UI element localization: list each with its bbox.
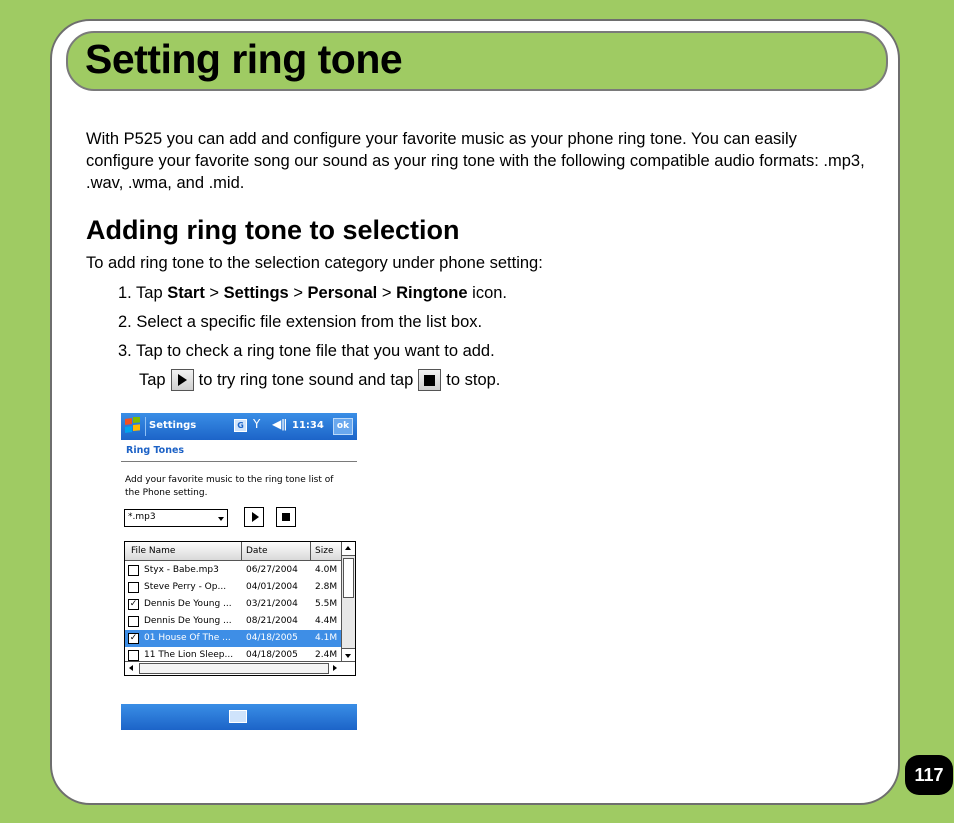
row-file-name: Dennis De Young ...: [144, 616, 232, 626]
step-1-sep: >: [377, 284, 397, 302]
play-icon: [171, 369, 194, 391]
vertical-scrollbar[interactable]: [341, 542, 355, 662]
row-file-name: Styx - Babe.mp3: [144, 565, 219, 575]
pda-description: Add your favorite music to the ring tone list of the Phone setting.: [125, 475, 334, 498]
file-type-select[interactable]: [124, 509, 228, 527]
step-1-sep: >: [204, 284, 224, 302]
step-1-settings: Settings: [223, 284, 289, 302]
row-date: 04/18/2005: [246, 650, 298, 660]
step-1-start: Start: [167, 284, 205, 302]
row-checkbox[interactable]: [128, 616, 139, 627]
pda-subtitle: Ring Tones: [126, 445, 185, 456]
scroll-down-icon[interactable]: [342, 648, 355, 662]
row-date: 04/01/2004: [246, 582, 298, 592]
row-size: 2.8M: [315, 582, 338, 592]
signal-badge[interactable]: G: [234, 419, 247, 432]
pda-nav-title: Settings: [149, 420, 197, 431]
pda-screenshot: [121, 413, 357, 730]
section-heading: Adding ring tone to selection: [86, 215, 460, 245]
row-date: 08/21/2004: [246, 616, 298, 626]
nav-separator: [145, 417, 146, 436]
row-size: 4.0M: [315, 565, 338, 575]
step-1-prefix: 1. Tap: [118, 284, 168, 302]
step-1-suffix: icon.: [467, 284, 507, 302]
list-item[interactable]: [125, 579, 341, 596]
substep-line: [139, 369, 500, 391]
substep-middle: to try ring tone sound and tap: [198, 370, 414, 389]
antenna-icon[interactable]: Y: [253, 417, 261, 431]
scroll-up-icon[interactable]: [342, 542, 355, 556]
row-checkbox[interactable]: [128, 582, 139, 593]
row-checkbox[interactable]: ✓: [129, 633, 138, 643]
step-1-ringtone: Ringtone: [396, 284, 468, 302]
scroll-thumb[interactable]: [343, 558, 354, 598]
list-header: [125, 542, 341, 561]
row-size: 5.5M: [315, 599, 338, 609]
page-title: Setting ring tone: [85, 36, 403, 82]
stop-icon: [418, 369, 441, 391]
column-divider: [310, 542, 311, 561]
lead-text: To add ring tone to the selection category under phone setting:: [86, 254, 543, 272]
windows-start-icon[interactable]: [124, 417, 142, 435]
step-2: 2. Select a specific file extension from the list box.: [118, 313, 483, 331]
play-button[interactable]: [244, 507, 264, 527]
list-item[interactable]: [125, 596, 341, 613]
row-file-name: 11 The Lion Sleep...: [144, 650, 234, 660]
list-item[interactable]: [125, 613, 341, 630]
row-checkbox[interactable]: ✓: [129, 599, 138, 609]
ok-button[interactable]: ok: [333, 418, 353, 435]
row-date: 03/21/2004: [246, 599, 298, 609]
row-file-name: Dennis De Young ...: [144, 599, 232, 609]
column-file-name[interactable]: File Name: [131, 546, 176, 556]
keyboard-icon[interactable]: [229, 710, 247, 723]
column-size[interactable]: Size: [315, 546, 334, 556]
chevron-down-icon: [218, 517, 224, 521]
list-item[interactable]: [125, 562, 341, 579]
steps-list: [118, 283, 507, 370]
speaker-icon[interactable]: ◀ǁ: [272, 417, 288, 431]
row-size: 2.4M: [315, 650, 338, 660]
row-date: 04/18/2005: [246, 633, 298, 643]
row-size: 4.4M: [315, 616, 338, 626]
step-3: 3. Tap to check a ring tone file that you want to add.: [118, 342, 495, 360]
intro-paragraph: With P525 you can add and configure your favorite music as your phone ring tone. You can easily configure your favorite song our sound as your ring tone with the following compatible audio formats: .mp3, .wav, .wma, and .mid.: [86, 130, 865, 192]
row-file-name: 01 House Of The ...: [144, 633, 231, 643]
scroll-thumb[interactable]: [139, 663, 329, 674]
stop-button[interactable]: [276, 507, 296, 527]
clock[interactable]: 11:34: [292, 420, 324, 431]
column-divider: [241, 542, 242, 561]
row-file-name: Steve Perry - Op...: [144, 582, 227, 592]
substep-tap: Tap: [139, 370, 166, 389]
step-1-sep: >: [288, 284, 308, 302]
row-checkbox[interactable]: [128, 565, 139, 576]
list-item[interactable]: [125, 630, 341, 647]
pda-bottom-bar: [121, 704, 357, 730]
pda-nav-bar: [121, 413, 357, 440]
step-1: [118, 283, 507, 312]
scroll-left-icon[interactable]: [129, 665, 133, 671]
page-number: 117: [905, 755, 953, 795]
row-checkbox[interactable]: [128, 650, 139, 661]
step-1-personal: Personal: [307, 284, 378, 302]
ringtone-list[interactable]: [124, 541, 356, 676]
row-size: 4.1M: [315, 633, 338, 643]
substep-end: to stop.: [446, 370, 501, 389]
file-type-value: *.mp3: [128, 512, 156, 522]
row-date: 06/27/2004: [246, 565, 298, 575]
scroll-right-icon[interactable]: [333, 665, 337, 671]
column-date[interactable]: Date: [246, 546, 268, 556]
horizontal-scrollbar[interactable]: [125, 661, 356, 675]
pda-divider: [121, 461, 357, 462]
